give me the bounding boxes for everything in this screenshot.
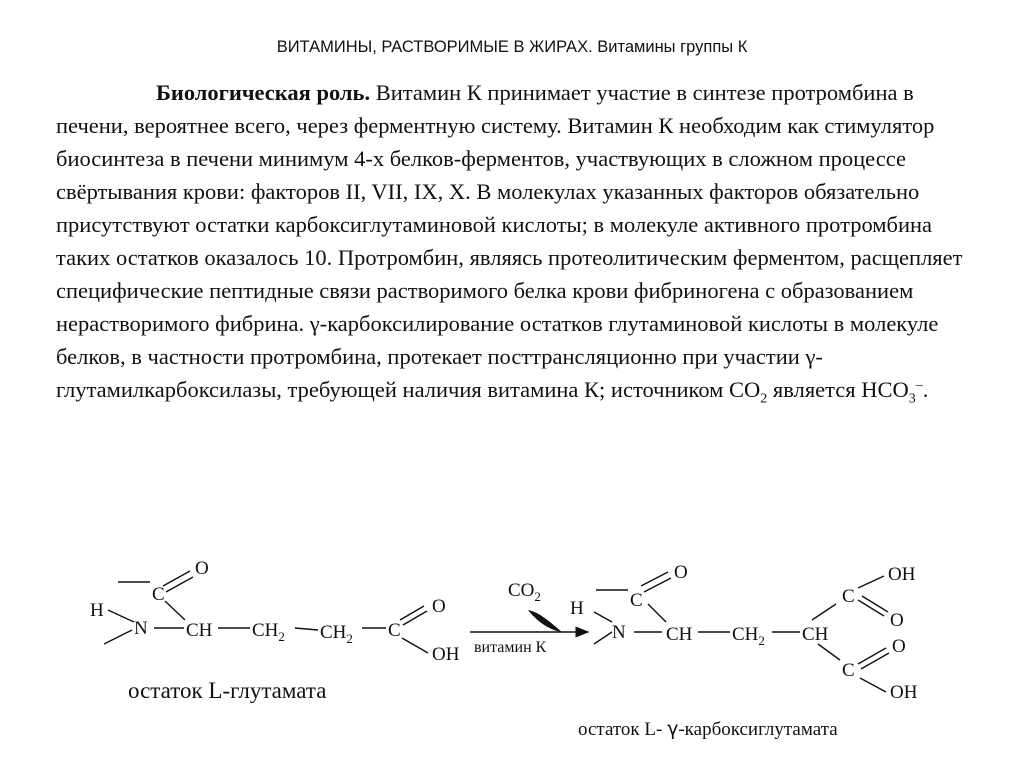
alpha-ch-right: CH [666, 624, 693, 645]
carbonyl-c-right: C [630, 590, 643, 611]
carboxyl-c-left: C [388, 620, 401, 641]
slide-header: ВИТАМИНЫ, РАСТВОРИМЫЕ В ЖИРАХ. Витамины группы К [276, 38, 748, 56]
h-atom-left: H [90, 600, 104, 621]
paragraph-text-mid: является НСО [767, 377, 909, 402]
body-paragraph [56, 76, 966, 406]
ch2-a-left: $CH_2$ [252, 620, 285, 644]
n-atom-left: N [134, 618, 148, 639]
caption-glutamate: остаток L-глутамата [128, 678, 327, 703]
co2-subscript: 2 [760, 391, 768, 407]
hco3-charge: – [915, 377, 923, 393]
paragraph-text: Витамин К принимает участие в синтезе протромбина в печени, вероятнее всего, через ферментную систему. Витамин К необходим как стимулятор биосинтеза в печени минимум 4-х белков-ферментов, участвующих в сложном процессе свёртывания крови: факторов II, VII, IX, X. В молекулах указанных факторов обязательно присутствуют остатки карбоксиглутаминовой кислоты; в молекуле активного протромбина таких остатков оказалось 10. Протромбин, являясь протеолитическим ферментом, расщепляет специфические пептидные связи растворимого белка крови фибриногена с образованием нерастворимого фибрина. γ-карбоксилирование остатков глутаминовой кислоты в молекуле белков, в частности протромбина, протекает посттрансляционно при участии γ-глутамилкарбоксилазы, требующей наличия витамина К; источником СО [56, 80, 963, 402]
ch2-b-left: $CH_2$ [320, 622, 353, 646]
carbonyl-o-right: O [674, 562, 688, 583]
h-atom-right: H [570, 598, 584, 619]
co2-reagent: $CO_2$ [508, 580, 541, 604]
carbonyl-c-left: C [152, 584, 165, 605]
carbonyl-o-left: O [195, 558, 209, 579]
curved-arrow-icon [528, 610, 562, 632]
carboxyl-oh-left: OH [432, 644, 460, 665]
carboxyl-o-bottom: O [892, 636, 906, 657]
carboxyl-oh-top: OH [888, 564, 916, 585]
carboxyl-o-left: O [432, 596, 446, 617]
hco3-subscript: 3 [908, 391, 916, 407]
alpha-ch-left: CH [186, 620, 213, 641]
caption-carboxyglutamate: остаток L- γ-карбоксиглутамата [578, 718, 838, 740]
gamma-ch-right: CH [802, 624, 829, 645]
arrow-label: витамин К [474, 639, 547, 656]
carboxyl-oh-bottom: OH [890, 682, 918, 703]
carboxyl-o-top: O [890, 610, 904, 631]
ch2-right: $CH_2$ [732, 624, 765, 648]
n-atom-right: N [612, 622, 626, 643]
paragraph-heading: Биологическая роль. [156, 80, 371, 105]
carboxyl-c-top: C [842, 586, 855, 607]
paragraph-end: . [922, 377, 929, 402]
carboxyl-c-bottom: C [842, 660, 855, 681]
